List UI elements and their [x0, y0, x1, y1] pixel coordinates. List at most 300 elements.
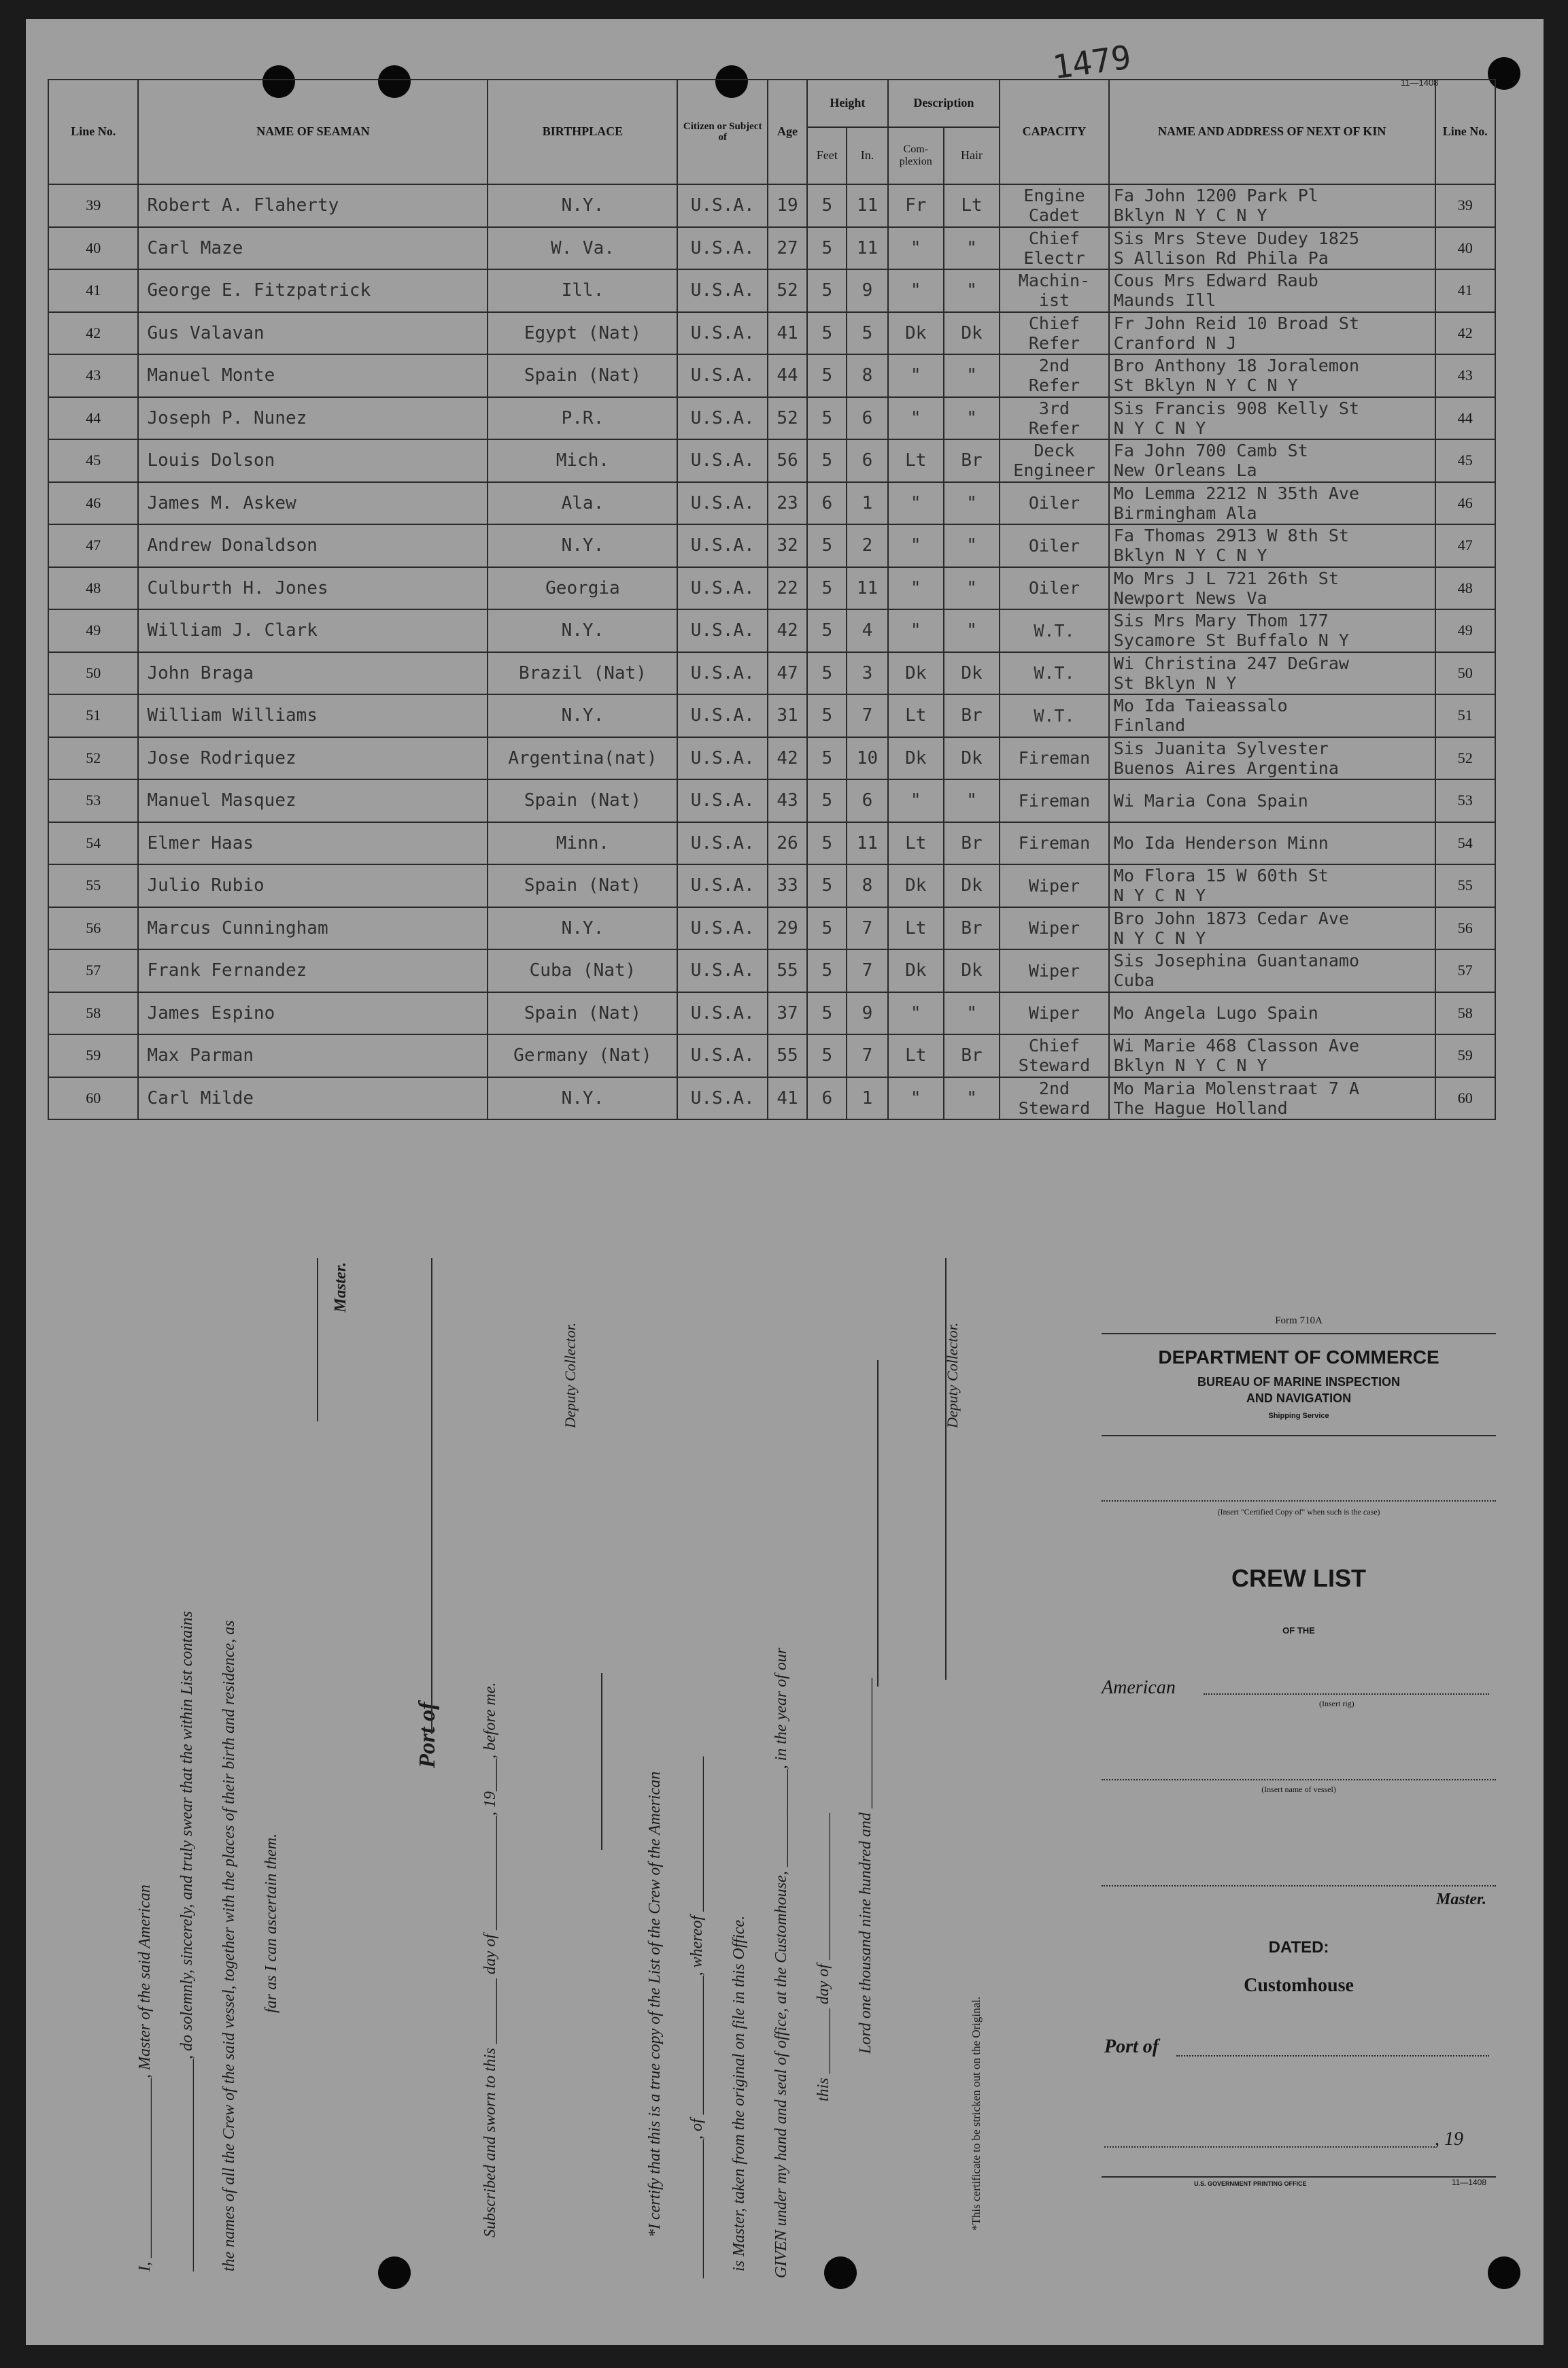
line-number-right: 58 [1435, 992, 1495, 1035]
table-row [48, 524, 1495, 567]
hair: Dk [944, 312, 1000, 355]
line-number: 50 [48, 652, 138, 695]
cover-vessel-line [1102, 1779, 1496, 1780]
capacity-line: Engineer [1013, 460, 1095, 481]
line-number-right: 55 [1435, 864, 1495, 907]
line-number: 52 [48, 737, 138, 780]
header-capacity: CAPACITY [1000, 80, 1109, 184]
line-number: 59 [48, 1034, 138, 1077]
hair: Dk [944, 652, 1000, 695]
cover-american-line [1204, 1693, 1489, 1695]
complexion: " [888, 269, 944, 312]
height-feet: 5 [807, 184, 847, 227]
table-row [48, 864, 1495, 907]
height-inches: 11 [847, 184, 887, 227]
seaman-name: James Espino [138, 992, 488, 1035]
table-row [48, 779, 1495, 822]
birthplace: N.Y. [488, 524, 677, 567]
height-inches: 1 [847, 1077, 887, 1120]
next-of-kin [1109, 822, 1435, 865]
complexion: Lt [888, 907, 944, 950]
citizenship: U.S.A. [677, 864, 767, 907]
height-inches: 9 [847, 269, 887, 312]
next-of-kin [1109, 482, 1435, 525]
handwritten-note: 1479 [1050, 38, 1134, 87]
kin-line: Wi Marie 468 Classon Ave [1113, 1036, 1360, 1056]
cover-bureau-2: AND NAVIGATION [1246, 1391, 1352, 1405]
citizenship: U.S.A. [677, 992, 767, 1035]
line-number-right: 46 [1435, 482, 1495, 525]
table-row [48, 822, 1495, 865]
seaman-name: Max Parman [138, 1034, 488, 1077]
oath-master-label: Master. [332, 1262, 350, 1313]
capacity-line: Machin- [1018, 271, 1091, 291]
seaman-name: Manuel Monte [138, 354, 488, 397]
next-of-kin [1109, 227, 1435, 270]
kin-line: Sis Juanita Sylvester [1113, 738, 1329, 758]
complexion: " [888, 354, 944, 397]
capacity-line: Engine [1023, 186, 1085, 206]
cover-form-bottom: 11—1408 [1451, 2178, 1486, 2187]
birthplace: Spain (Nat) [488, 864, 677, 907]
complexion: Lt [888, 822, 944, 865]
next-of-kin [1109, 354, 1435, 397]
line-number: 39 [48, 184, 138, 227]
next-of-kin [1109, 907, 1435, 950]
height-inches: 3 [847, 652, 887, 695]
capacity-line: Chief [1028, 313, 1080, 333]
height-feet: 5 [807, 737, 847, 780]
capacity-line: Oiler [1028, 578, 1080, 598]
seaman-name: Carl Maze [138, 227, 488, 270]
header-birthplace: BIRTHPLACE [488, 80, 677, 184]
kin-line: Mo Mrs J L 721 26th St [1113, 568, 1339, 588]
oath-line-1: I, ______________________, Master of the said American [136, 1884, 154, 2271]
cover-date-line [1104, 2146, 1435, 2148]
line-number: 43 [48, 354, 138, 397]
age: 32 [768, 524, 807, 567]
line-number: 48 [48, 567, 138, 610]
kin-line: Sis Josephina Guantanamo [1113, 951, 1360, 971]
next-of-kin [1109, 992, 1435, 1035]
birthplace: Spain (Nat) [488, 992, 677, 1035]
hair: " [944, 482, 1000, 525]
birthplace: Germany (Nat) [488, 1034, 677, 1077]
capacity-line: Oiler [1028, 493, 1080, 513]
height-inches: 11 [847, 822, 887, 865]
height-feet: 5 [807, 354, 847, 397]
next-of-kin [1109, 694, 1435, 737]
next-of-kin [1109, 1077, 1435, 1120]
age: 42 [768, 609, 807, 652]
line-number-right: 54 [1435, 822, 1495, 865]
height-feet: 5 [807, 992, 847, 1035]
kin-line: Finland [1113, 715, 1186, 736]
age: 41 [768, 1077, 807, 1120]
height-inches: 9 [847, 992, 887, 1035]
next-of-kin [1109, 439, 1435, 482]
age: 44 [768, 354, 807, 397]
line-number: 46 [48, 482, 138, 525]
birthplace: Argentina(nat) [488, 737, 677, 780]
line-number-right: 59 [1435, 1034, 1495, 1077]
cover-rule-bottom [1102, 2176, 1496, 2178]
height-inches: 5 [847, 312, 887, 355]
capacity [1000, 439, 1109, 482]
capacity [1000, 1034, 1109, 1077]
seaman-name: Elmer Haas [138, 822, 488, 865]
hair: " [944, 779, 1000, 822]
birthplace: Brazil (Nat) [488, 652, 677, 695]
capacity [1000, 694, 1109, 737]
capacity [1000, 949, 1109, 992]
capacity-line: Refer [1028, 375, 1080, 396]
capacity-line: Wiper [1028, 1003, 1080, 1024]
header-line-no: Line No. [48, 80, 138, 184]
line-number-right: 41 [1435, 269, 1495, 312]
header-kin: NAME AND ADDRESS OF NEXT OF KIN [1109, 80, 1435, 184]
birthplace: Ill. [488, 269, 677, 312]
age: 23 [768, 482, 807, 525]
complexion: " [888, 1077, 944, 1120]
complexion: Dk [888, 737, 944, 780]
capacity-line: Chief [1028, 1036, 1080, 1056]
citizenship: U.S.A. [677, 949, 767, 992]
punch-hole [378, 2256, 411, 2289]
height-feet: 5 [807, 397, 847, 440]
line-number: 56 [48, 907, 138, 950]
cover-insert-certified: (Insert "Certified Copy of" when such is the case) [1217, 1507, 1380, 1517]
seaman-name: Jose Rodriquez [138, 737, 488, 780]
age: 26 [768, 822, 807, 865]
hair: Br [944, 694, 1000, 737]
capacity [1000, 907, 1109, 950]
complexion: Dk [888, 949, 944, 992]
line-number: 51 [48, 694, 138, 737]
seaman-name: Gus Valavan [138, 312, 488, 355]
cert-footnote: *This certificate to be stricken out on the Original. [970, 1996, 983, 2231]
kin-line: St Bklyn N Y [1113, 673, 1237, 693]
hair: " [944, 397, 1000, 440]
cert-line-1: *I certify that this is a true copy of the List of the Crew of the American [646, 1771, 664, 2237]
deputy-signature-line-1 [601, 1673, 602, 1850]
header-hair: Hair [944, 127, 1000, 184]
seaman-name: Julio Rubio [138, 864, 488, 907]
kin-line: Fa Thomas 2913 W 8th St [1113, 526, 1349, 546]
age: 55 [768, 1034, 807, 1077]
height-feet: 5 [807, 439, 847, 482]
cover-insert-rig: (Insert rig) [1319, 1699, 1354, 1708]
header-name: NAME OF SEAMAN [138, 80, 488, 184]
line-number: 47 [48, 524, 138, 567]
capacity [1000, 567, 1109, 610]
complexion: " [888, 227, 944, 270]
birthplace: Spain (Nat) [488, 779, 677, 822]
seaman-name: Frank Fernandez [138, 949, 488, 992]
kin-line: Sis Mrs Steve Dudey 1825 [1113, 228, 1360, 248]
height-feet: 5 [807, 779, 847, 822]
height-inches: 8 [847, 864, 887, 907]
height-feet: 5 [807, 1034, 847, 1077]
line-number: 45 [48, 439, 138, 482]
complexion: Lt [888, 694, 944, 737]
next-of-kin [1109, 652, 1435, 695]
kin-line: Sis Mrs Mary Thom 177 [1113, 611, 1329, 631]
cover-insert-vessel: (Insert name of vessel) [1261, 1785, 1336, 1794]
line-number-right: 56 [1435, 907, 1495, 950]
birthplace: Spain (Nat) [488, 354, 677, 397]
table-row [48, 482, 1495, 525]
kin-line: Mo Ida Henderson Minn [1113, 833, 1329, 853]
line-number: 54 [48, 822, 138, 865]
table-row [48, 1034, 1495, 1077]
cert-line-5: this ________ day of __________________ [815, 1813, 832, 2101]
hair: " [944, 269, 1000, 312]
kin-line: Fr John Reid 10 Broad St [1113, 313, 1360, 333]
birthplace: N.Y. [488, 184, 677, 227]
complexion: Dk [888, 864, 944, 907]
hair: Dk [944, 949, 1000, 992]
seaman-name: Andrew Donaldson [138, 524, 488, 567]
birthplace: Cuba (Nat) [488, 949, 677, 992]
height-inches: 1 [847, 482, 887, 525]
kin-line: N Y C N Y [1113, 885, 1206, 906]
capacity [1000, 482, 1109, 525]
next-of-kin [1109, 269, 1435, 312]
citizenship: U.S.A. [677, 354, 767, 397]
kin-line: Bklyn N Y C N Y [1113, 205, 1267, 226]
complexion: Lt [888, 1034, 944, 1077]
line-number-right: 53 [1435, 779, 1495, 822]
capacity [1000, 354, 1109, 397]
line-number: 57 [48, 949, 138, 992]
capacity-line: Steward [1018, 1098, 1091, 1118]
height-inches: 11 [847, 227, 887, 270]
height-inches: 6 [847, 397, 887, 440]
height-feet: 6 [807, 482, 847, 525]
hair: Lt [944, 184, 1000, 227]
birthplace: P.R. [488, 397, 677, 440]
complexion: " [888, 609, 944, 652]
line-number: 55 [48, 864, 138, 907]
capacity [1000, 609, 1109, 652]
citizenship: U.S.A. [677, 482, 767, 525]
kin-line: Buenos Aires Argentina [1113, 758, 1339, 778]
citizenship: U.S.A. [677, 1077, 767, 1120]
seaman-name: William Williams [138, 694, 488, 737]
kin-line: Sycamore St Buffalo N Y [1113, 630, 1349, 651]
line-number-right: 44 [1435, 397, 1495, 440]
cover-rule-top [1102, 1333, 1496, 1334]
capacity [1000, 992, 1109, 1035]
master-signature-line [317, 1258, 318, 1421]
height-feet: 5 [807, 864, 847, 907]
seaman-name: Manuel Masquez [138, 779, 488, 822]
height-inches: 8 [847, 354, 887, 397]
height-inches: 4 [847, 609, 887, 652]
line-number: 58 [48, 992, 138, 1035]
hair: Br [944, 1034, 1000, 1077]
table-row [48, 1077, 1495, 1120]
punch-hole [824, 2256, 857, 2289]
table-row [48, 354, 1495, 397]
citizenship: U.S.A. [677, 652, 767, 695]
next-of-kin [1109, 312, 1435, 355]
age: 29 [768, 907, 807, 950]
cover-port-of: Port of [1104, 2036, 1159, 2057]
capacity [1000, 652, 1109, 695]
citizenship: U.S.A. [677, 779, 767, 822]
line-number: 42 [48, 312, 138, 355]
cert-line-3: is Master, taken from the original on file in this Office. [730, 1915, 748, 2271]
height-feet: 5 [807, 822, 847, 865]
birthplace: W. Va. [488, 227, 677, 270]
height-feet: 5 [807, 269, 847, 312]
height-feet: 5 [807, 524, 847, 567]
oath-line-4: far as I can ascertain them. [262, 1833, 280, 2013]
hair: " [944, 992, 1000, 1035]
capacity-line: Refer [1028, 333, 1080, 353]
table-row [48, 567, 1495, 610]
line-number-right: 43 [1435, 354, 1495, 397]
citizenship: U.S.A. [677, 609, 767, 652]
citizenship: U.S.A. [677, 397, 767, 440]
seaman-name: William J. Clark [138, 609, 488, 652]
kin-line: N Y C N Y [1113, 418, 1206, 438]
complexion: " [888, 397, 944, 440]
crew-table [48, 79, 1496, 1120]
line-number-right: 39 [1435, 184, 1495, 227]
cover-of-the: OF THE [1282, 1625, 1315, 1636]
hair: " [944, 524, 1000, 567]
height-inches: 7 [847, 907, 887, 950]
citizenship: U.S.A. [677, 907, 767, 950]
age: 33 [768, 864, 807, 907]
age: 19 [768, 184, 807, 227]
height-inches: 11 [847, 567, 887, 610]
line-number-right: 49 [1435, 609, 1495, 652]
capacity [1000, 312, 1109, 355]
kin-line: Maunds Ill [1113, 290, 1216, 311]
age: 31 [768, 694, 807, 737]
kin-line: Bklyn N Y C N Y [1113, 545, 1267, 566]
seaman-name: Joseph P. Nunez [138, 397, 488, 440]
kin-line: Bklyn N Y C N Y [1113, 1055, 1267, 1076]
kin-line: Newport News Va [1113, 588, 1267, 608]
line-number: 53 [48, 779, 138, 822]
birthplace: N.Y. [488, 694, 677, 737]
hair: Br [944, 822, 1000, 865]
height-feet: 5 [807, 609, 847, 652]
capacity [1000, 184, 1109, 227]
capacity-line: Fireman [1018, 790, 1091, 811]
table-row [48, 907, 1495, 950]
complexion: " [888, 779, 944, 822]
kin-line: Birmingham Ala [1113, 503, 1257, 523]
birthplace: N.Y. [488, 609, 677, 652]
punch-hole [1488, 2256, 1520, 2289]
citizenship: U.S.A. [677, 737, 767, 780]
kin-line: Mo Ida Taieassalo [1113, 696, 1288, 716]
capacity-line: Fireman [1018, 833, 1091, 853]
table-row [48, 439, 1495, 482]
height-feet: 5 [807, 949, 847, 992]
height-feet: 5 [807, 312, 847, 355]
kin-line: Fa John 1200 Park Pl [1113, 186, 1318, 206]
age: 52 [768, 269, 807, 312]
seaman-name: John Braga [138, 652, 488, 695]
line-number: 44 [48, 397, 138, 440]
cert-line-4: GIVEN under my hand and seal of office, at the Customhouse, ____________, in the year of our [772, 1647, 790, 2278]
oath-port-of: Port of [415, 1702, 440, 1768]
kin-line: S Allison Rd Phila Pa [1113, 248, 1329, 268]
hair: " [944, 1077, 1000, 1120]
seaman-name: Marcus Cunningham [138, 907, 488, 950]
oath-subscribed: Subscribed and sworn to this ________ day of ______________, 19____, before me. [481, 1682, 499, 2237]
seaman-name: George E. Fitzpatrick [138, 269, 488, 312]
height-feet: 5 [807, 907, 847, 950]
table-row [48, 652, 1495, 695]
birthplace: N.Y. [488, 907, 677, 950]
header-height: Height [807, 80, 887, 127]
capacity-line: Refer [1028, 418, 1080, 438]
line-number-right: 57 [1435, 949, 1495, 992]
line-number-right: 60 [1435, 1077, 1495, 1120]
height-feet: 5 [807, 227, 847, 270]
next-of-kin [1109, 609, 1435, 652]
line-number: 40 [48, 227, 138, 270]
complexion: " [888, 567, 944, 610]
next-of-kin [1109, 567, 1435, 610]
seaman-name: Louis Dolson [138, 439, 488, 482]
capacity [1000, 1077, 1109, 1120]
hair: " [944, 227, 1000, 270]
citizenship: U.S.A. [677, 269, 767, 312]
kin-line: The Hague Holland [1113, 1098, 1288, 1118]
header-age: Age [768, 80, 807, 184]
capacity [1000, 779, 1109, 822]
cover-certified-line [1102, 1500, 1496, 1502]
line-number: 41 [48, 269, 138, 312]
table-row [48, 184, 1495, 227]
kin-line: Wi Christina 247 DeGraw [1113, 653, 1349, 673]
header-feet: Feet [807, 127, 847, 184]
citizenship: U.S.A. [677, 567, 767, 610]
seaman-name: Robert A. Flaherty [138, 184, 488, 227]
complexion: Dk [888, 312, 944, 355]
capacity-line: Chief [1028, 228, 1080, 248]
kin-line: Cous Mrs Edward Raub [1113, 271, 1318, 291]
capacity-line: 3rd [1038, 398, 1070, 418]
cover-shipping-service: Shipping Service [1268, 1412, 1329, 1420]
kin-line: Mo Lemma 2212 N 35th Ave [1113, 483, 1360, 503]
capacity-line: Electr [1023, 248, 1085, 268]
cover-customhouse: Customhouse [1244, 1975, 1354, 1996]
capacity [1000, 397, 1109, 440]
line-number-right: 42 [1435, 312, 1495, 355]
capacity [1000, 524, 1109, 567]
capacity-line: 2nd [1038, 356, 1070, 376]
age: 55 [768, 949, 807, 992]
cert-deputy-collector-2: Deputy Collector. [944, 1322, 961, 1428]
cover-title: CREW LIST [1231, 1564, 1366, 1592]
table-row [48, 609, 1495, 652]
citizenship: U.S.A. [677, 184, 767, 227]
cert-line-2: _________________, of _________________, whereof ___________________ [688, 1756, 706, 2278]
line-number-right: 40 [1435, 227, 1495, 270]
table-row [48, 227, 1495, 270]
hair: Br [944, 439, 1000, 482]
